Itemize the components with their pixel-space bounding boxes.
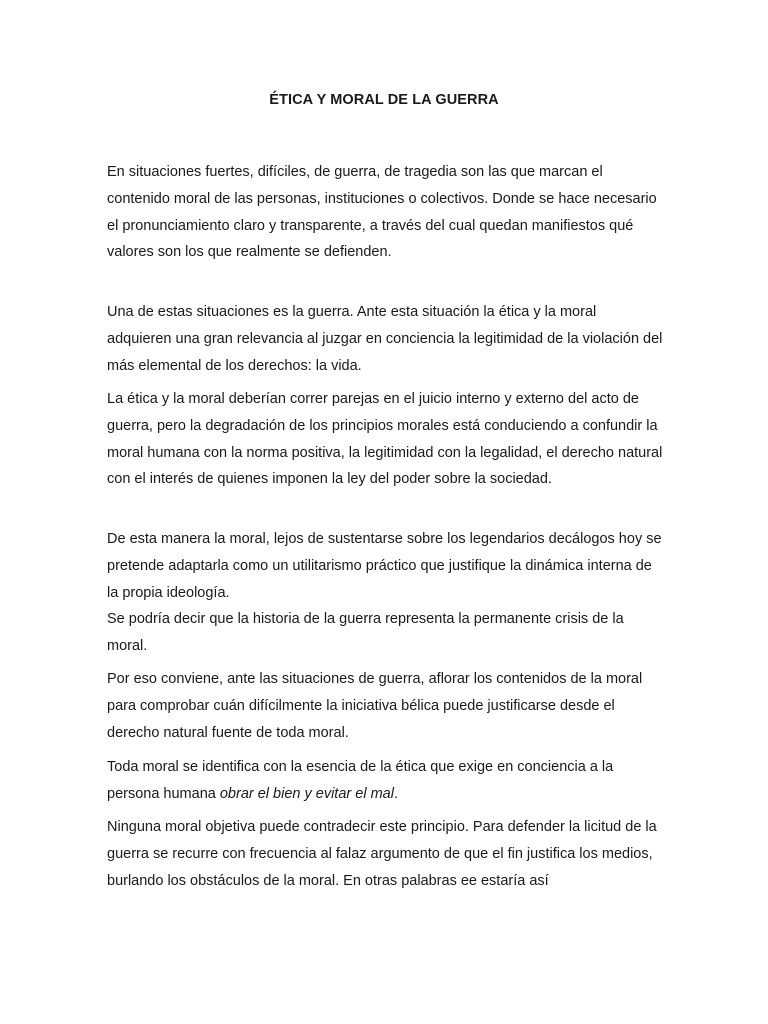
paragraph-5 [107,606,663,660]
paragraph-text: Ninguna moral objetiva puede contradecir este principio. Para defender la licitud de la guerra se recurre con frecuencia al falaz argumento de que el fin justifica los medios, burlando los obstáculos de la moral. En otras palabras ee estaría así [107,819,657,889]
paragraph-3 [107,386,663,493]
paragraph-1 [107,159,663,266]
document-title: ÉTICA Y MORAL DE LA GUERRA [269,92,499,108]
paragraph-2 [107,299,663,379]
paragraph-7-italic: obrar el bien y evitar el mal [219,785,394,802]
paragraph-text: Una de estas situaciones es la guerra. Ante esta situación la ética y la moral adquieren una gran relevancia al juzgar en conciencia la legitimidad de la violación del más elemental de los derechos: la vida. [107,304,663,374]
paragraph-6 [107,666,663,746]
paragraph-4 [107,526,663,606]
paragraph-text: La ética y la moral deberían correr parejas en el juicio interno y externo del acto de guerra, pero la degradación de los principios morales está conduciendo a confundir la moral humana con la norma positiva, la legitimidad con la legalidad, el derecho natural con el interés de quienes imponen la ley del poder sobre la sociedad. [107,391,663,488]
paragraph-7-end: . [393,785,398,802]
paragraph-7 [107,754,663,808]
paragraph-text: Por eso conviene, ante las situaciones de guerra, aflorar los contenidos de la moral para comprobar cuán difícilmente la iniciativa bélica puede justificarse desde el derecho natural fuente de toda moral. [107,671,643,741]
paragraph-8 [107,814,663,894]
paragraph-text: Se podría decir que la historia de la guerra representa la permanente crisis de la moral. [107,611,624,654]
paragraph-text [107,754,663,808]
paragraph-text: De esta manera la moral, lejos de sustentarse sobre los legendarios decálogos hoy se pretende adaptarla como un utilitarismo práctico que justifique la dinámica interna de la propia ideología. [107,531,662,601]
paragraph-7-text: Toda moral se identifica con la esencia de la ética que exige en conciencia a la persona humana [107,759,614,802]
paragraph-text: En situaciones fuertes, difíciles, de guerra, de tragedia son las que marcan el contenido moral de las personas, instituciones o colectivos. Donde se hace necesario el pronunciamiento claro y transparente, a través del cual quedan manifiestos qué valores son los que realmente se defienden. [107,164,657,261]
